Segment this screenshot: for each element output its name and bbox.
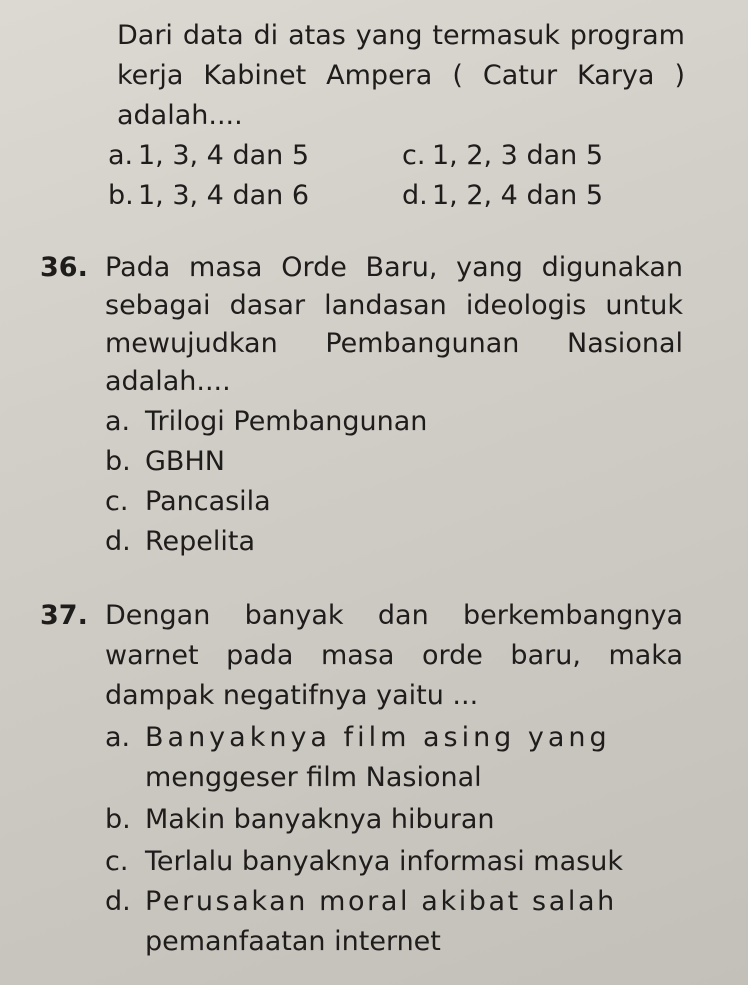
option-text: Terlalu banyaknya informasi masuk: [145, 846, 623, 877]
question-35-option-d: [402, 180, 603, 212]
question-37-number: 37.: [40, 600, 88, 631]
option-text: Repelita: [145, 526, 256, 557]
question-36-stem-line-4: adalah....: [105, 366, 231, 397]
question-36-stem-line-1: Pada masa Orde Baru, yang digunakan: [105, 252, 683, 283]
option-letter: c.: [402, 140, 426, 171]
question-35-option-a: [108, 140, 309, 172]
question-36-option-b: [105, 446, 225, 478]
option-letter: c.: [105, 846, 129, 877]
option-letter: c.: [105, 486, 129, 517]
question-35-option-b: [108, 180, 309, 212]
option-letter: a.: [105, 406, 131, 437]
option-text: 1, 2, 3 dan 5: [432, 140, 604, 171]
option-letter: b.: [105, 446, 131, 477]
question-36-stem-line-2: sebagai dasar landasan ideologis untuk: [105, 290, 683, 321]
option-text-line-1: Banyaknya film asing yang: [145, 722, 611, 753]
option-letter: d.: [105, 526, 131, 557]
option-letter: d.: [402, 180, 428, 211]
option-text-line-1: Perusakan moral akibat salah: [145, 886, 617, 917]
question-35-stem-line-3: adalah....: [117, 100, 243, 131]
question-37-option-d-line-2: pemanfaatan internet: [145, 926, 441, 957]
question-36-stem-line-3: mewujudkan Pembangunan Nasional: [105, 328, 683, 359]
option-letter: d.: [105, 886, 131, 917]
option-text: Makin banyaknya hiburan: [145, 804, 495, 835]
question-36-option-c: [105, 486, 271, 518]
question-37-option-d: [105, 886, 617, 918]
option-letter: a.: [108, 140, 134, 171]
option-letter: b.: [108, 180, 134, 211]
question-37-option-a-line-2: menggeser film Nasional: [145, 762, 482, 793]
question-36-option-a: [105, 406, 427, 438]
question-35-stem-line-1: Dari data di atas yang termasuk program: [117, 20, 685, 51]
question-36-option-d: [105, 526, 255, 558]
option-text: GBHN: [145, 446, 225, 477]
option-text: 1, 2, 4 dan 5: [432, 180, 604, 211]
option-text: Trilogi Pembangunan: [145, 406, 428, 437]
question-36-number: 36.: [40, 252, 88, 283]
question-37-stem-line-1: Dengan banyak dan berkembangnya: [105, 600, 683, 631]
question-37-stem-line-2: warnet pada masa orde baru, maka: [105, 640, 683, 671]
option-text: 1, 3, 4 dan 6: [138, 180, 310, 211]
question-35-option-c: [402, 140, 603, 172]
option-letter: a.: [105, 722, 131, 753]
question-37-option-b: [105, 804, 494, 836]
option-text: Pancasila: [145, 486, 271, 517]
question-37-stem-line-3: dampak negatifnya yaitu ...: [105, 680, 479, 711]
question-35-stem-line-2: kerja Kabinet Ampera ( Catur Karya ): [117, 60, 685, 91]
question-37-option-a: [105, 722, 685, 754]
question-37-option-c: [105, 846, 623, 878]
option-letter: b.: [105, 804, 131, 835]
option-text: 1, 3, 4 dan 5: [138, 140, 310, 171]
